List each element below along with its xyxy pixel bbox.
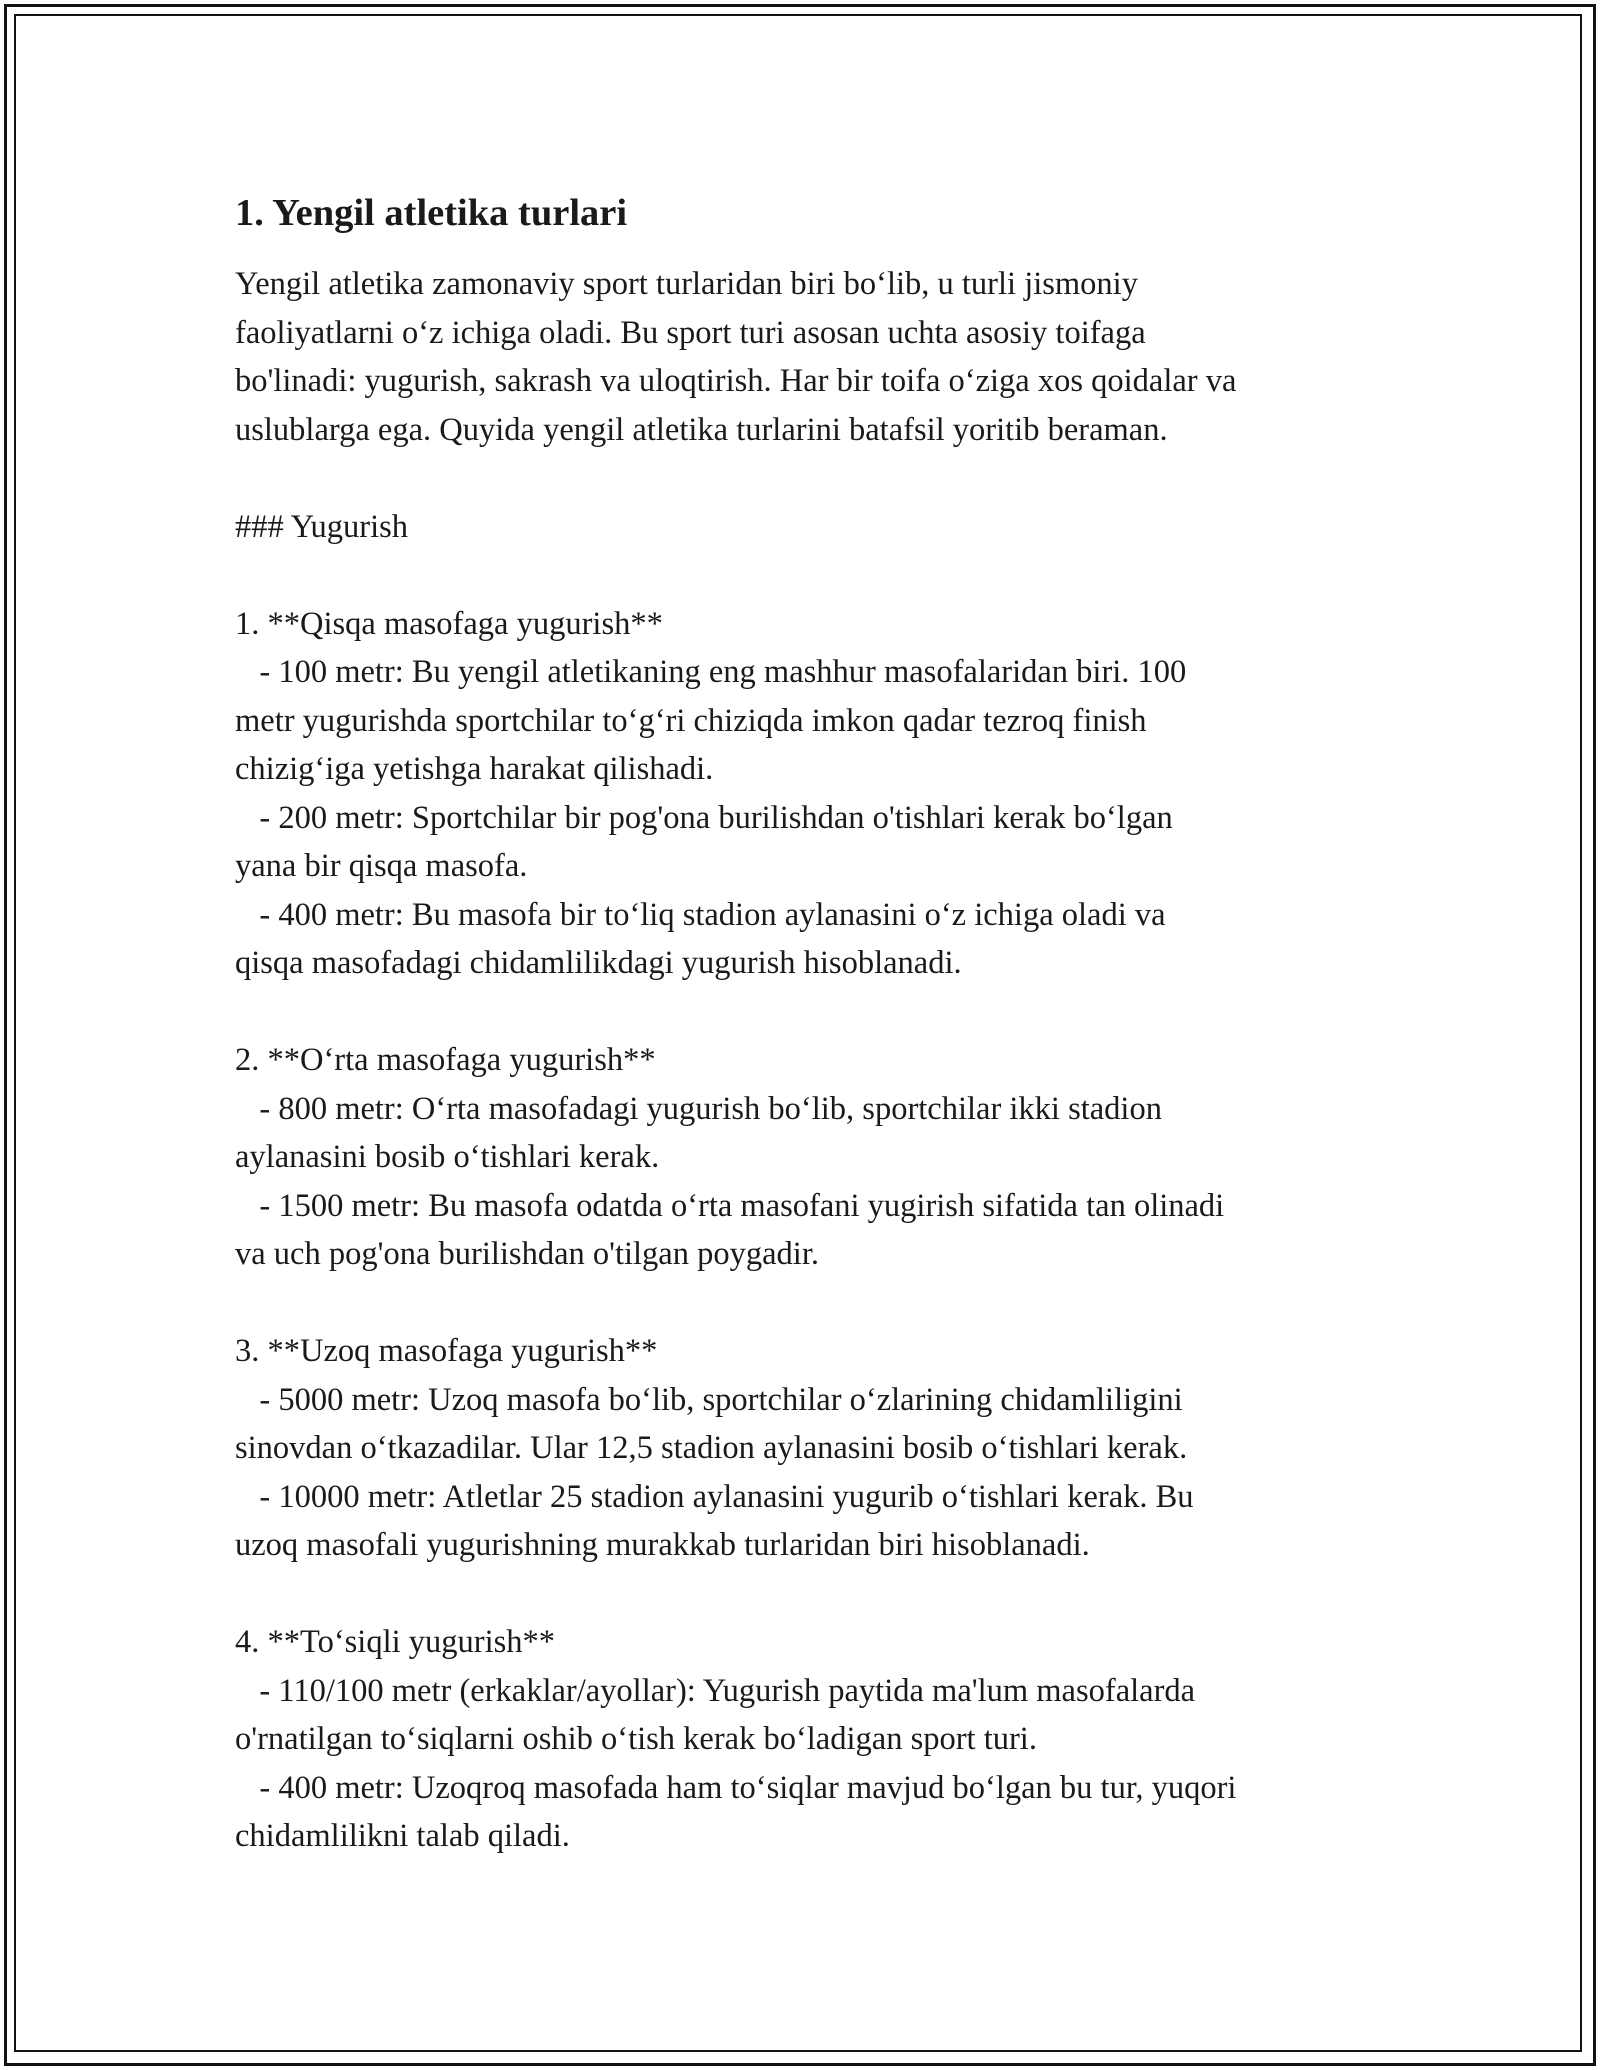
- list-item-middle-distance: [235, 1036, 1385, 1279]
- list-item-heading: 4. **To‘siqli yugurish**: [235, 1624, 556, 1660]
- document-page: [235, 188, 1385, 1861]
- intro-line: bo'linadi: yugurish, sakrash va uloqtirish. Har bir toifa o‘ziga xos qoidalar va: [235, 363, 1237, 399]
- list-item-heading: 1. **Qisqa masofaga yugurish**: [235, 605, 663, 642]
- list-item-line: - 800 metr: O‘rta masofadagi yugurish bo‘lib, sportchilar ikki stadion: [235, 1090, 1162, 1127]
- list-item-line: sinovdan o‘tkazadilar. Ular 12,5 stadion aylanasini bosib o‘tishlari kerak.: [235, 1430, 1188, 1466]
- list-item-line: qisqa masofadagi chidamlilikdagi yugurish hisoblanadi.: [235, 945, 962, 981]
- list-item-line: - 110/100 metr (erkaklar/ayollar): Yugurish paytida ma'lum masofalarda: [235, 1672, 1196, 1709]
- blank-line: [235, 1279, 1385, 1328]
- list-item-line: - 1500 metr: Bu masofa odatda o‘rta masofani yugirish sifatida tan olinadi: [235, 1187, 1225, 1224]
- list-item-hurdles: [235, 1618, 1385, 1861]
- blank-line: [235, 988, 1385, 1037]
- section-heading: ### Yugurish: [235, 508, 409, 545]
- blank-line: [235, 1570, 1385, 1619]
- list-item-long-distance: [235, 1327, 1385, 1570]
- intro-line: faoliyatlarni o‘z ichiga oladi. Bu sport turi asosan uchta asosiy toifaga: [235, 314, 1146, 351]
- list-item-line: - 400 metr: Bu masofa bir to‘liq stadion aylanasini o‘z ichiga oladi va: [235, 896, 1166, 933]
- document-title: 1. Yengil atletika turlari: [235, 192, 628, 234]
- list-item-line: - 5000 metr: Uzoq masofa bo‘lib, sportchilar o‘zlarining chidamliligini: [235, 1381, 1183, 1418]
- list-item-heading: 2. **O‘rta masofaga yugurish**: [235, 1042, 656, 1078]
- list-item-line: uzoq masofali yugurishning murakkab turlaridan biri hisoblanadi.: [235, 1527, 1090, 1563]
- list-item-line: chidamlilikni talab qiladi.: [235, 1818, 570, 1854]
- list-item-line: - 100 metr: Bu yengil atletikaning eng mashhur masofalaridan biri. 100: [235, 654, 1187, 690]
- list-item-heading: 3. **Uzoq masofaga yugurish**: [235, 1333, 658, 1369]
- intro-paragraph: [235, 260, 1385, 454]
- list-item-line: - 10000 metr: Atletlar 25 stadion aylanasini yugurib o‘tishlari kerak. Bu: [235, 1478, 1194, 1515]
- list-item-line: - 200 metr: Sportchilar bir pog'ona burilishdan o'tishlari kerak bo‘lgan: [235, 799, 1173, 836]
- list-item-line: chizig‘iga yetishga harakat qilishadi.: [235, 751, 714, 787]
- list-item-line: yana bir qisqa masofa.: [235, 848, 528, 884]
- blank-line: [235, 551, 1385, 600]
- list-item-line: metr yugurishda sportchilar to‘g‘ri chiziqda imkon qadar tezroq finish: [235, 702, 1147, 739]
- list-item-line: va uch pog'ona burilishdan o'tilgan poygadir.: [235, 1236, 819, 1272]
- list-item-line: - 400 metr: Uzoqroq masofada ham to‘siqlar mavjud bo‘lgan bu tur, yuqori: [235, 1769, 1237, 1806]
- intro-line: Yengil atletika zamonaviy sport turlaridan biri bo‘lib, u turli jismoniy: [235, 266, 1138, 302]
- list-item-short-distance: [235, 600, 1385, 988]
- list-item-line: o'rnatilgan to‘siqlarni oshib o‘tish kerak bo‘ladigan sport turi.: [235, 1721, 1037, 1757]
- blank-line: [235, 454, 1385, 503]
- intro-line: uslublarga ega. Quyida yengil atletika turlarini batafsil yoritib beraman.: [235, 411, 1168, 448]
- list-item-line: aylanasini bosib o‘tishlari kerak.: [235, 1139, 660, 1175]
